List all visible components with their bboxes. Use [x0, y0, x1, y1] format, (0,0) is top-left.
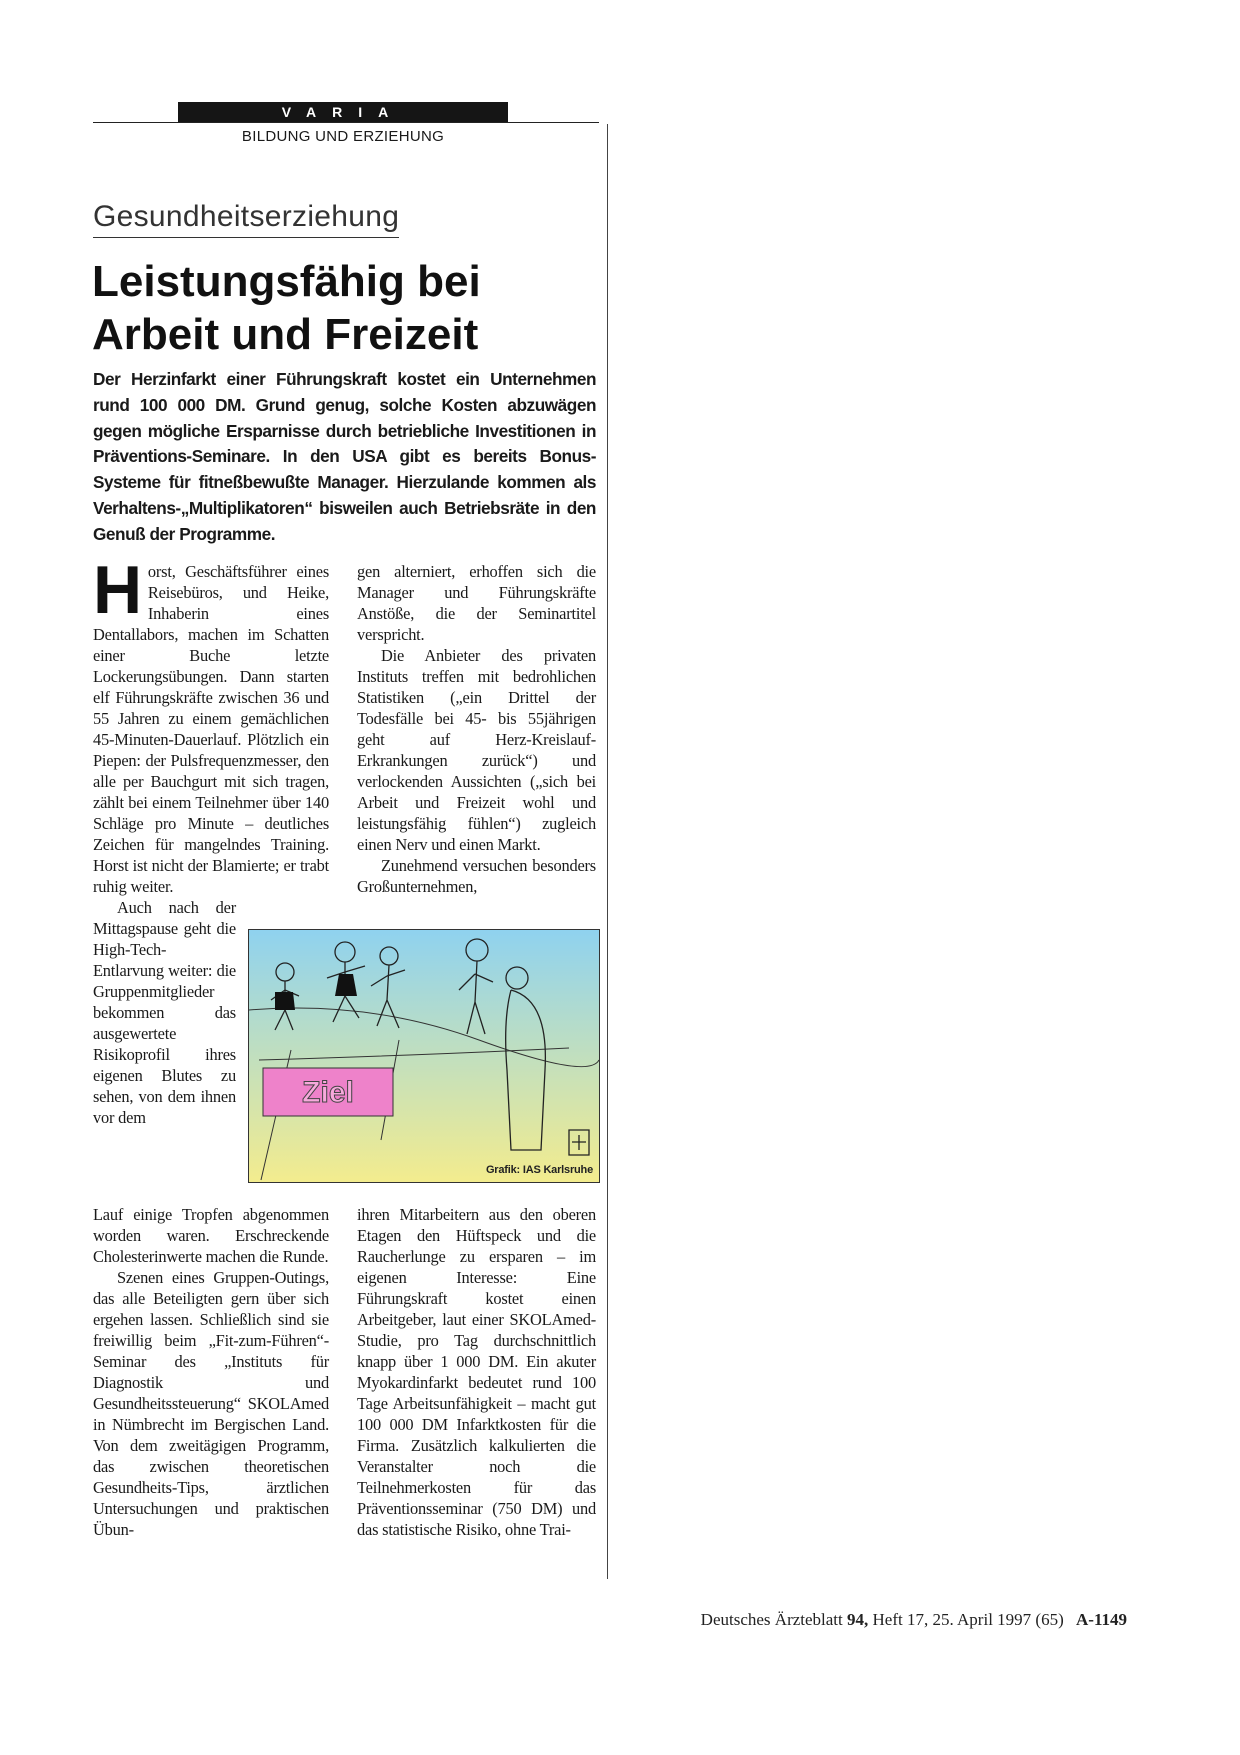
section-divider	[93, 122, 599, 123]
paragraph-text: orst, Geschäftsführer eines Reisebüros, und Heike, Inhaberin eines Dentallabors, machen im Schatten einer Buche letzte Lockerungsübungen. Dann starten elf Führungskräfte zwischen 36 und 55 Jahren zu einem gemächlichen 45-Minuten-Dauerlauf. Plötzlich ein Piepen: der Pulsfrequenzmesser, den alle per Bauchgurt mit sich tragen, zählt bei einem Teilnehmer über 140 Schläge pro Minute – deutliches Zeichen für mangelndes Training. Horst ist nicht der Blamierte; er trabt ruhig weiter.	[93, 562, 329, 896]
headline-line-1: Leistungsfähig bei	[92, 257, 481, 306]
body-paragraph: gen alterniert, erhoffen sich die Manager und Führungskräfte Anstöße, die der Seminartitel verspricht.	[357, 562, 596, 644]
cartoon-illustration	[248, 929, 600, 1183]
body-column-left-bottom	[93, 1204, 329, 1540]
cartoon-drawing	[249, 930, 599, 1182]
body-paragraph: Auch nach der Mittagspause geht die High-Tech-Entlarvung weiter: die Gruppenmitglieder bekommen das ausgewertete Risikoprofil ihres eigenen Blutes zu sehen, von dem ihnen vor dem	[93, 898, 236, 1127]
page-footer	[701, 1610, 1127, 1630]
body-paragraph: Szenen eines Gruppen-Outings, das alle Beteiligten gern über sich ergehen lassen. Schließlich sind sie freiwillig beim „Fit-zum-Führen“-Seminar des „Instituts für Diagnostik und Gesundheitssteuerung“ SKOLAmed in Nümbrecht im Bergischen Land. Von dem zweitägigen Programm, das zwischen theoretischen Gesundheits-Tips, ärztlichen Untersuchungen und praktischen Übun-	[93, 1268, 329, 1539]
body-paragraph: Lauf einige Tropfen abgenommen worden waren. Erschreckende Cholesterinwerte machen die Runde.	[93, 1205, 329, 1266]
image-credit: Grafik: IAS Karlsruhe	[485, 1164, 593, 1176]
body-paragraph: Die Anbieter des privaten Instituts treffen mit bedrohlichen Statistiken („ein Drittel der Todesfälle bei 45- bis 55jährigen geht auf Herz-Kreislauf-Erkrankungen zurück“) und verlockenden Aussichten („sich bei Arbeit und Freizeit wohl und leistungsfähig fühlen“) zugleich einen Nerv und einen Markt.	[357, 646, 596, 854]
article-headline	[92, 255, 612, 361]
body-paragraph	[93, 552, 329, 897]
subsection-title: BILDUNG UND ERZIEHUNG	[241, 128, 445, 145]
headline-line-2: Arbeit und Freizeit	[92, 310, 479, 359]
issue-info: Heft 17, 25. April 1997 (65)	[872, 1610, 1064, 1629]
body-paragraph: Zunehmend versuchen besonders Großunternehmen,	[357, 856, 596, 896]
body-column-right-top	[357, 561, 596, 897]
article-kicker: Gesundheitserziehung	[93, 198, 399, 238]
journal-name: Deutsches Ärzteblatt	[700, 1610, 843, 1629]
banner-text: Ziel	[302, 1076, 354, 1109]
page-number: A-1149	[1076, 1610, 1127, 1629]
journal-volume: 94,	[847, 1610, 869, 1629]
body-paragraph: ihren Mitarbeitern aus den oberen Etagen den Hüftspeck und die Raucherlunge zu ersparen – im eigenen Interesse: Eine Führungskraft kostet einen Arbeitgeber, laut einer SKOLAmed-Studie, pro Tag durchschnittlich knapp über 1 000 DM. Ein akuter Myokardinfarkt bedeutet rund 100 Tage Arbeitsunfähigkeit – macht gut 100 000 DM Infarktkosten für die Firma. Zusätzlich kalkulierten die Veranstalter noch die Teilnehmerkosten für das Präventionsseminar (750 DM) und das statistische Risiko, ohne Trai-	[357, 1205, 596, 1539]
body-column-right-bottom	[357, 1204, 596, 1540]
section-bar: VARIA	[178, 102, 508, 122]
drop-cap: H	[93, 552, 142, 628]
article-lead: Der Herzinfarkt einer Führungskraft kostet ein Unternehmen rund 100 000 DM. Grund genug, solche Kosten abzuwägen gegen mögliche Ersparnisse durch betriebliche Investitionen in Präventions-Seminare. In den USA gibt es bereits Bonus-Systeme für fitneßbewußte Manager. Hierzulande kommen als Verhaltens-„Multiplikatoren“ bisweilen auch Betriebsräte in den Genuß der Programme.	[93, 369, 596, 544]
